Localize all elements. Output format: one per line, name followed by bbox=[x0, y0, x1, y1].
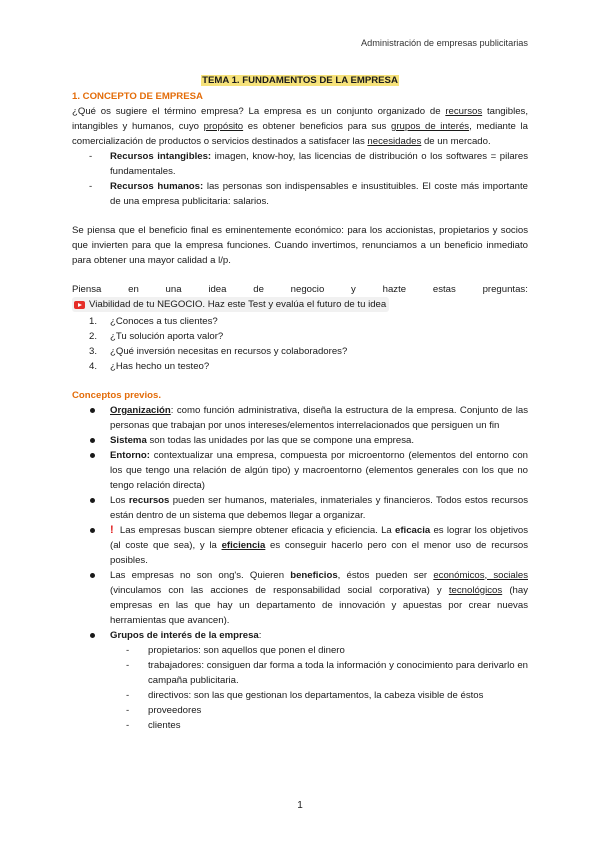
stakeholder-item: - propietarios: son aquellos que ponen el dinero bbox=[126, 643, 528, 658]
concept-text: , éstos pueden ser bbox=[337, 569, 434, 581]
concept-text: (vinculamos con las acciones de responsabilidad social corporativa) y bbox=[110, 584, 449, 596]
concept-term: eficacia bbox=[395, 524, 431, 536]
intro-underline-recursos: recursos bbox=[445, 106, 483, 117]
concept-underline: tecnológicos bbox=[448, 584, 503, 596]
concept-text: Las empresas no son ong's. Quieren bbox=[110, 569, 291, 581]
concept-underline: económicos, sociales bbox=[433, 569, 529, 581]
video-chip-row bbox=[72, 297, 528, 314]
resource-text: imagen, know-hoy, las licencias de distribución o los softwares = pilares fundamentales. bbox=[110, 151, 528, 177]
question-item bbox=[89, 314, 528, 329]
concept-text: Los bbox=[110, 494, 129, 506]
question-item bbox=[89, 344, 528, 359]
exclamation-icon: ! bbox=[110, 523, 114, 536]
question-text: ¿Qué inversión necesitas en recursos y colaboradores? bbox=[110, 345, 348, 357]
resource-term: Recursos intangibles: bbox=[110, 151, 212, 162]
video-link-chip[interactable] bbox=[72, 297, 389, 312]
stakeholder-item: - directivos: son las que gestionan los departamentos, la cabeza visible de éstos bbox=[126, 688, 528, 703]
running-header: Administración de empresas publicitarias bbox=[361, 38, 528, 48]
document-body bbox=[72, 73, 528, 733]
word: una bbox=[165, 284, 182, 295]
word: y bbox=[351, 284, 356, 295]
question-text: ¿Has hecho un testeo? bbox=[110, 360, 210, 372]
concept-term: beneficios bbox=[290, 569, 338, 581]
concept-term: recursos bbox=[128, 494, 170, 506]
question-number: 1. bbox=[89, 315, 98, 327]
question-number: 2. bbox=[89, 330, 98, 342]
word: Piensa bbox=[72, 284, 102, 295]
intro-paragraph bbox=[72, 104, 528, 149]
resource-item bbox=[89, 149, 528, 179]
question-item bbox=[89, 329, 528, 344]
section-heading-conceptos: Conceptos previos. bbox=[72, 389, 162, 401]
concept-beneficios bbox=[89, 568, 528, 628]
resources-list bbox=[72, 149, 528, 209]
stakeholder-item: - trabajadores: consiguen dar forma a toda la información y conocimiento para derivarlo en campaña publicitaria. bbox=[126, 658, 528, 688]
stakeholder-item: - proveedores bbox=[126, 703, 528, 718]
word: negocio bbox=[290, 284, 325, 295]
benefit-paragraph: Se piensa que el beneficio final es eminentemente económico: para los accionistas, propietarios y socios que invierten para que la empresa funciones. Cuando invertimos, renunciamos a un beneficio inmediato para obtener una mayor calidad a l/p. bbox=[72, 225, 528, 266]
intro-text-1: ¿Qué os sugiere el término empresa? La empresa es un conjunto organizado de bbox=[72, 106, 446, 117]
concept-text: es lograr los objetivos (al coste que sea), y la bbox=[110, 524, 528, 551]
resource-item bbox=[89, 179, 528, 209]
intro-underline-proposito: propósito bbox=[203, 121, 244, 132]
concept-text: : como función administrativa, diseña la estructura de la empresa. Conjunto de las personas que trabajan por unos intereses/elementos interrelacionados que persiguen un fin bbox=[110, 404, 528, 431]
concept-sistema bbox=[89, 433, 528, 448]
word: de bbox=[253, 284, 264, 295]
business-idea-line bbox=[72, 282, 528, 297]
concept-term: Organización bbox=[110, 404, 171, 416]
intro-underline-grupos: grupos de interés bbox=[391, 121, 470, 132]
concept-term: Entorno: bbox=[110, 449, 150, 461]
concept-grupos bbox=[89, 628, 528, 733]
concept-text: (hay empresas en las que hay un departamento de innovación y apuestas por crear nuevas herramientas que avancen). bbox=[110, 584, 528, 626]
concept-text: contextualizar una empresa, compuesta por microentorno (elementos del entorno con los que tengo una relación de algún tipo) y macroentorno (elementos generales con los que no tengo relación directa) bbox=[110, 449, 528, 491]
concept-text: Las empresas buscan siempre obtener eficacia y eficiencia. La bbox=[116, 524, 395, 536]
intro-text-2: tangibles, intangibles y humanos, cuyo bbox=[72, 106, 529, 132]
stakeholders-list bbox=[110, 643, 528, 733]
concepts-list bbox=[72, 403, 528, 733]
question-text: ¿Conoces a tus clientes? bbox=[110, 315, 218, 327]
concept-term: Grupos de interés de la empresa bbox=[110, 629, 259, 641]
intro-underline-necesidades: necesidades bbox=[367, 136, 422, 147]
question-item bbox=[89, 359, 528, 374]
concept-text: pueden ser humanos, materiales, inmateriales y financieros. Todos estos recursos están dentro de un sistema que debemos llegar a organizar. bbox=[110, 494, 528, 521]
questions-list bbox=[72, 314, 528, 374]
intro-text-5: de un mercado. bbox=[421, 136, 491, 147]
document-title: TEMA 1. FUNDAMENTOS DE LA EMPRESA bbox=[202, 75, 398, 86]
concept-entorno bbox=[89, 448, 528, 493]
concept-text: son todas las unidades por las que se compone una empresa. bbox=[146, 434, 414, 446]
page-number: 1 bbox=[297, 800, 303, 811]
word: idea bbox=[208, 284, 227, 295]
resource-text: las personas son indispensables e insustituibles. El coste más importante de una empresa publicitaria: salarios. bbox=[110, 181, 528, 207]
word: en bbox=[128, 284, 139, 295]
concept-text: : bbox=[258, 629, 262, 641]
concept-recursos bbox=[89, 493, 528, 523]
video-link-text: Viabilidad de tu NEGOCIO. Haz este Test y evalúa el futuro de tu idea bbox=[89, 299, 387, 310]
question-number: 3. bbox=[89, 345, 98, 357]
concept-text: es conseguir hacerlo pero con el menor uso de recursos posibles. bbox=[110, 539, 529, 566]
youtube-icon bbox=[74, 301, 85, 309]
section-heading-concepto: 1. CONCEPTO DE EMPRESA bbox=[72, 91, 203, 102]
intro-text-4: , mediante la comercialización de productos o servicios destinados a satisfacer las bbox=[72, 121, 528, 147]
concept-term: Sistema bbox=[110, 434, 147, 446]
word: estas bbox=[432, 284, 456, 295]
resource-term: Recursos humanos: bbox=[110, 181, 204, 192]
concept-organizacion bbox=[89, 403, 528, 433]
concept-eficacia bbox=[89, 523, 528, 568]
stakeholder-item: - clientes bbox=[126, 718, 528, 733]
question-text: ¿Tu solución aporta valor? bbox=[110, 330, 224, 342]
title-wrap bbox=[72, 73, 528, 88]
question-number: 4. bbox=[89, 360, 98, 372]
word: preguntas: bbox=[482, 284, 528, 295]
intro-text-3: es obtener beneficios para sus bbox=[243, 121, 391, 132]
concept-term: eficiencia bbox=[221, 539, 266, 551]
word: hazte bbox=[382, 284, 407, 295]
